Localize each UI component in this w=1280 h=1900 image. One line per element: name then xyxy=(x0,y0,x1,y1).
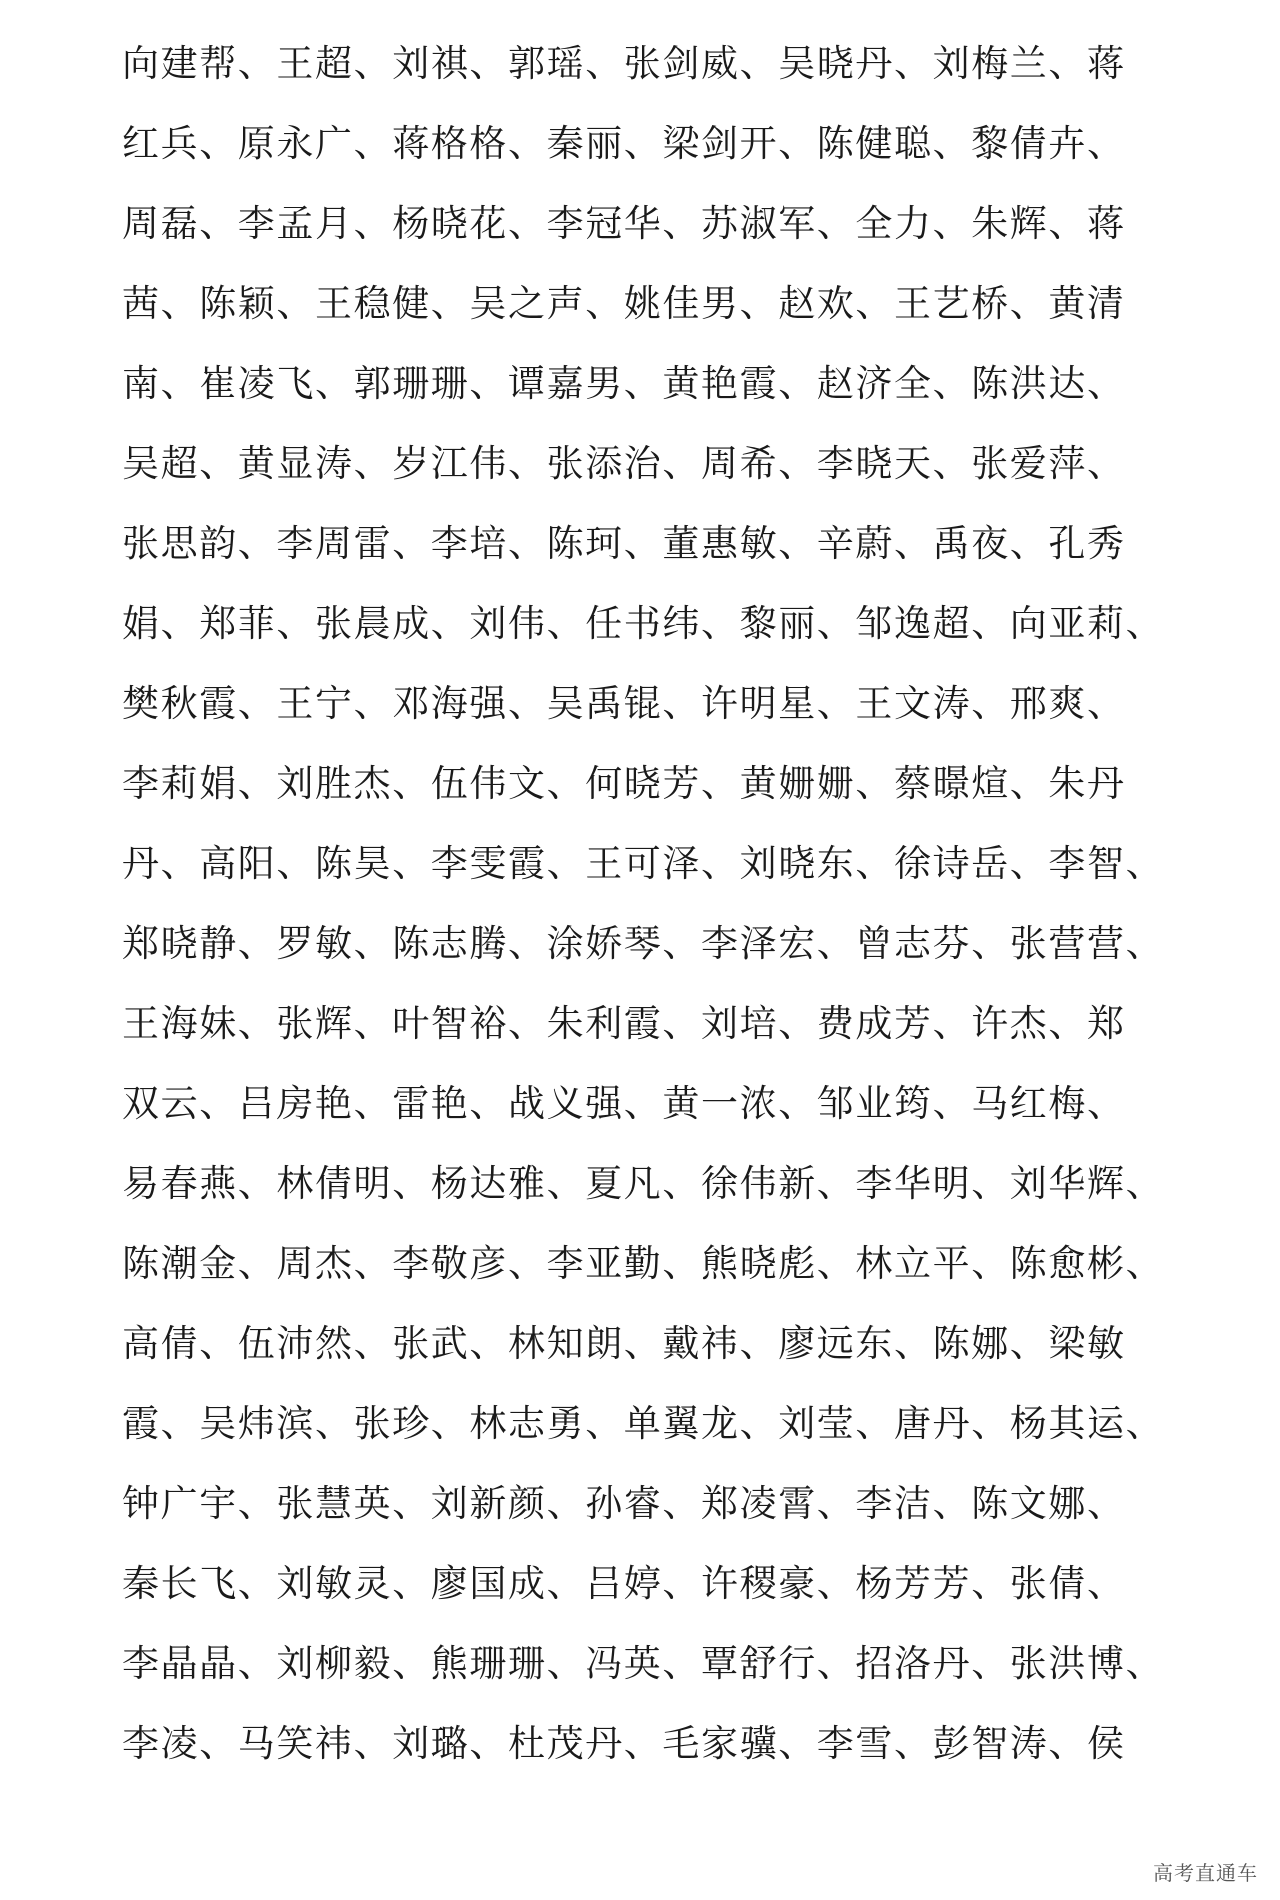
text-line-6: 吴超、黄显涛、岁江伟、张添治、周希、李晓天、张爱萍、 xyxy=(122,442,1126,485)
text-line-21: 李晶晶、刘柳毅、熊珊珊、冯英、覃舒行、招洛丹、张洪博、 xyxy=(122,1642,1165,1685)
watermark-text: 高考直通车 xyxy=(1153,1861,1258,1885)
text-line-9: 樊秋霞、王宁、邓海强、吴禹锟、许明星、王文涛、邢爽、 xyxy=(122,682,1126,725)
text-line-20: 秦长飞、刘敏灵、廖国成、吕婷、许稷豪、杨芳芳、张倩、 xyxy=(122,1562,1126,1605)
text-line-19: 钟广宇、张慧英、刘新颜、孙睿、郑凌霄、李洁、陈文娜、 xyxy=(122,1482,1126,1525)
text-line-3: 周磊、李孟月、杨晓花、李冠华、苏淑军、全力、朱辉、蒋 xyxy=(122,202,1126,245)
text-line-10: 李莉娟、刘胜杰、伍伟文、何晓芳、黄姗姗、蔡暻煊、朱丹 xyxy=(122,762,1126,805)
text-line-14: 双云、吕房艳、雷艳、战义强、黄一浓、邹业筠、马红梅、 xyxy=(122,1082,1126,1125)
text-line-8: 娟、郑菲、张晨成、刘伟、任书纬、黎丽、邹逸超、向亚莉、 xyxy=(122,602,1165,645)
text-line-22: 李凌、马笑祎、刘璐、杜茂丹、毛家骥、李雪、彭智涛、侯 xyxy=(122,1722,1126,1765)
text-line-15: 易春燕、林倩明、杨达雅、夏凡、徐伟新、李华明、刘华辉、 xyxy=(122,1162,1165,1205)
text-line-13: 王海妹、张辉、叶智裕、朱利霞、刘培、费成芳、许杰、郑 xyxy=(122,1002,1126,1045)
text-line-12: 郑晓静、罗敏、陈志腾、涂娇琴、李泽宏、曾志芬、张营营、 xyxy=(122,922,1165,965)
text-line-18: 霞、吴炜滨、张珍、林志勇、单翼龙、刘莹、唐丹、杨其运、 xyxy=(122,1402,1165,1445)
text-line-17: 高倩、伍沛然、张武、林知朗、戴祎、廖远东、陈娜、梁敏 xyxy=(122,1322,1126,1365)
text-line-4: 茜、陈颖、王稳健、吴之声、姚佳男、赵欢、王艺桥、黄清 xyxy=(122,282,1126,325)
text-line-16: 陈潮金、周杰、李敬彦、李亚勤、熊晓彪、林立平、陈愈彬、 xyxy=(122,1242,1165,1285)
name-list xyxy=(122,28,1182,1788)
text-line-2: 红兵、原永广、蒋格格、秦丽、梁剑开、陈健聪、黎倩卉、 xyxy=(122,122,1126,165)
text-line-5: 南、崔凌飞、郭珊珊、谭嘉男、黄艳霞、赵济全、陈洪达、 xyxy=(122,362,1126,405)
text-line-7: 张思韵、李周雷、李培、陈珂、董惠敏、辛蔚、禹夜、孔秀 xyxy=(122,522,1126,565)
text-line-11: 丹、高阳、陈昊、李雯霞、王可泽、刘晓东、徐诗岳、李智、 xyxy=(122,842,1165,885)
text-line-1: 向建帮、王超、刘祺、郭瑶、张剑威、吴晓丹、刘梅兰、蒋 xyxy=(122,42,1126,85)
